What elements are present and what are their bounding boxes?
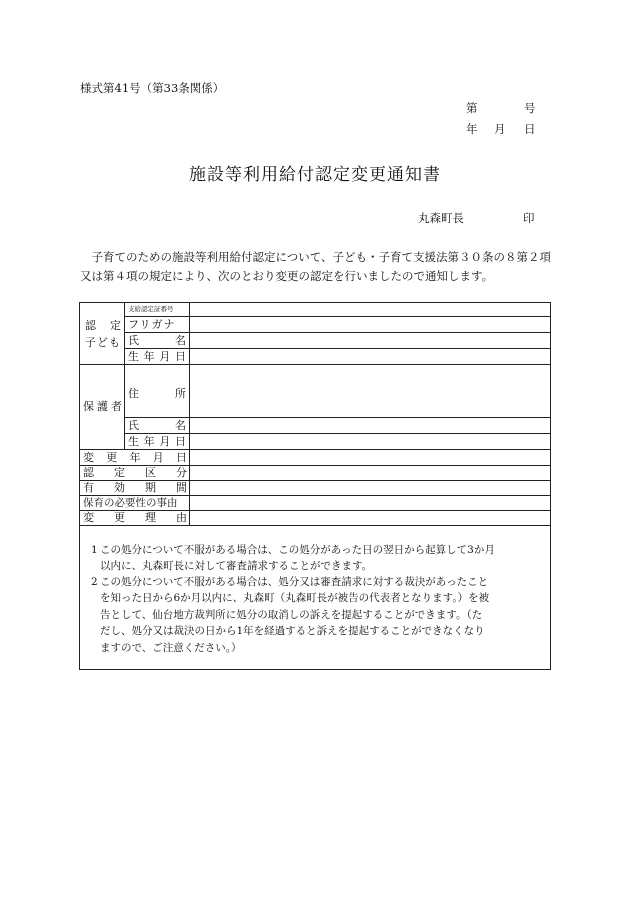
note-1: 1 この処分について不服がある場合は、この処分があった日の翌日から起算して3か月 以内に、丸森町長に対して審査請求することができます。 [91,544,495,573]
document-title: 施設等利用給付認定変更通知書 [189,165,441,185]
change-date-label: 変 更 年 月 日 [83,451,187,464]
seal-mark: 印 [523,211,535,225]
child-birthdate-label: 生 年 月 日 [128,350,186,363]
child-group-label: 認 定 子ども [85,319,121,349]
day-label: 日 [524,122,536,136]
column-divider [124,303,125,449]
valid-period-label: 有 効 期 間 [83,481,187,494]
year-label: 年 [466,122,478,136]
childcare-reason-label: 保育の必要性の事由 [83,497,178,509]
change-reason-label: 変 更 理 由 [83,511,187,524]
column-divider [189,303,190,525]
appeal-notes [79,526,551,670]
furigana-label: フリガナ [128,318,176,331]
guardian-name-label: 氏 名 [128,419,186,432]
month-label: 月 [494,122,506,136]
guardian-birthdate-label: 生 年 月 日 [128,435,186,448]
certification-table [79,302,551,526]
guardian-address-label: 住 所 [128,387,186,400]
dai-label: 第 [466,101,478,115]
category-label: 認 定 区 分 [83,466,187,479]
form-number: 様式第41号（第33条関係） [80,81,225,95]
cert-number-label: 支給認定証番号 [128,305,174,313]
row-divider [80,364,551,365]
child-name-label: 氏 名 [128,334,186,347]
issuer-name: 丸森町長 [418,211,464,225]
note-2: 2 この処分について不服がある場合は、処分又は審査請求に対する裁決があったこと を知った日から6か月以内に、丸森町（丸森町長が被告の代表者となります。）を被 告として、仙台地方裁判所に処分の取消しの訴えを提起することができます。（た だし、処分又は裁決の日から1年を経過すると訴えを提起することができなくなり ますので、ご注意ください。） [91,576,490,654]
go-label: 号 [524,101,536,115]
guardian-group-label: 保護者 [83,400,125,413]
row-divider [80,449,551,450]
body-paragraph: 子育てのための施設等利用給付認定について、子ども・子育て支援法第３０条の８第２項又は第４項の規定により、次のとおり変更の認定を行いましたので通知します。 [80,250,552,283]
